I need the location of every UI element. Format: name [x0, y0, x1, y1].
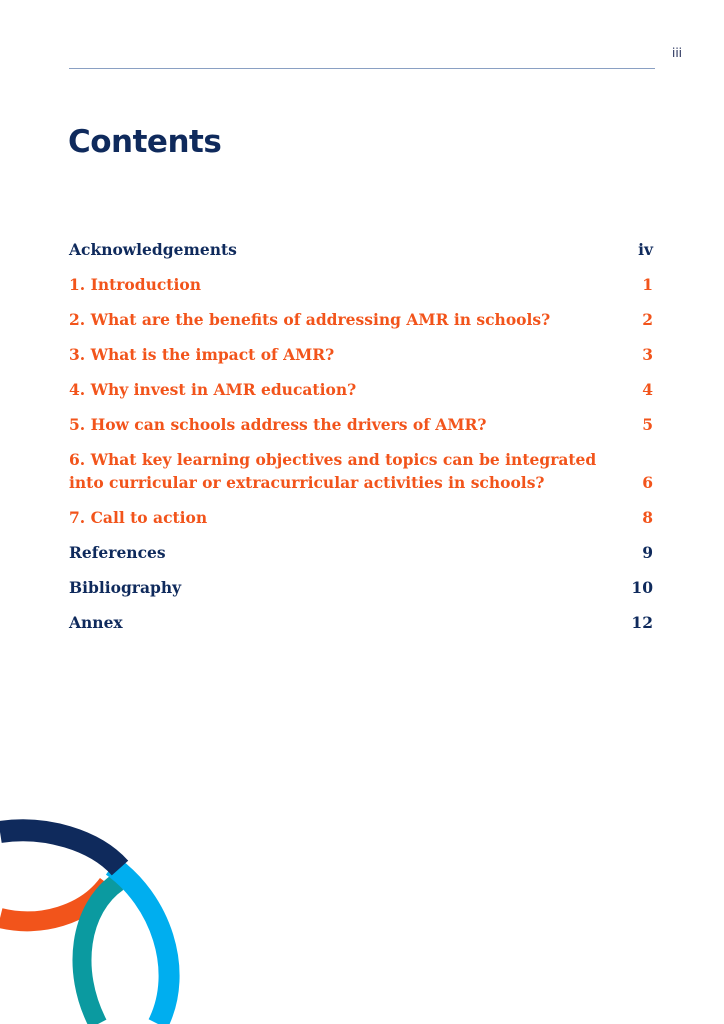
toc-entry-label: 7. Call to action: [69, 508, 208, 527]
decorative-rings-graphic: [0, 800, 200, 1024]
toc-entry-introduction[interactable]: [69, 273, 655, 296]
toc-entry-label: 4. Why invest in AMR education?: [69, 380, 357, 399]
toc-entry-label: 1. Introduction: [69, 275, 201, 294]
toc-entry-label: References: [69, 543, 166, 562]
page-title: Contents: [68, 124, 222, 160]
teal-ring-arc: [82, 882, 118, 1024]
toc-entry-page: 10: [631, 578, 653, 597]
toc-entry-drivers[interactable]: [69, 413, 655, 436]
toc-entry-bibliography[interactable]: [69, 576, 655, 599]
header-rule: [69, 68, 655, 69]
toc-entry-annex[interactable]: [69, 611, 655, 634]
toc-entry-page: 5: [642, 415, 653, 434]
toc-entry-page: 1: [642, 275, 653, 294]
toc-entry-label: Acknowledgements: [69, 240, 237, 259]
toc-entry-page: 2: [642, 310, 653, 329]
toc-entry-references[interactable]: [69, 541, 655, 564]
toc-entry-page: 12: [631, 613, 653, 632]
toc-entry-call-to-action[interactable]: [69, 506, 655, 529]
toc-entry-label: 6. What key learning objectives and topics can be integrated into curricular or extracurricular activities in schools?: [69, 450, 597, 492]
toc-entry-learning-objectives[interactable]: [69, 448, 655, 494]
toc-entry-label: 3. What is the impact of AMR?: [69, 345, 335, 364]
toc-entry-page: iv: [638, 240, 653, 259]
toc-entry-page: 4: [642, 380, 653, 399]
toc-entry-invest[interactable]: [69, 378, 655, 401]
toc-entry-acknowledgements[interactable]: [69, 238, 655, 261]
toc-entry-benefits[interactable]: [69, 308, 655, 331]
toc-entry-page: 8: [642, 508, 653, 527]
toc-entry-label: 5. How can schools address the drivers of AMR?: [69, 415, 487, 434]
toc-entry-label: Bibliography: [69, 578, 182, 597]
table-of-contents: [69, 238, 655, 646]
toc-entry-page: 9: [642, 543, 653, 562]
toc-entry-page: 3: [642, 345, 653, 364]
toc-entry-label: 2. What are the benefits of addressing AMR in schools?: [69, 310, 551, 329]
toc-entry-label: Annex: [69, 613, 123, 632]
toc-entry-impact[interactable]: [69, 343, 655, 366]
navy-ring-arc: [0, 830, 120, 868]
page-number: iii: [671, 46, 682, 60]
toc-entry-page: 6: [642, 473, 653, 492]
